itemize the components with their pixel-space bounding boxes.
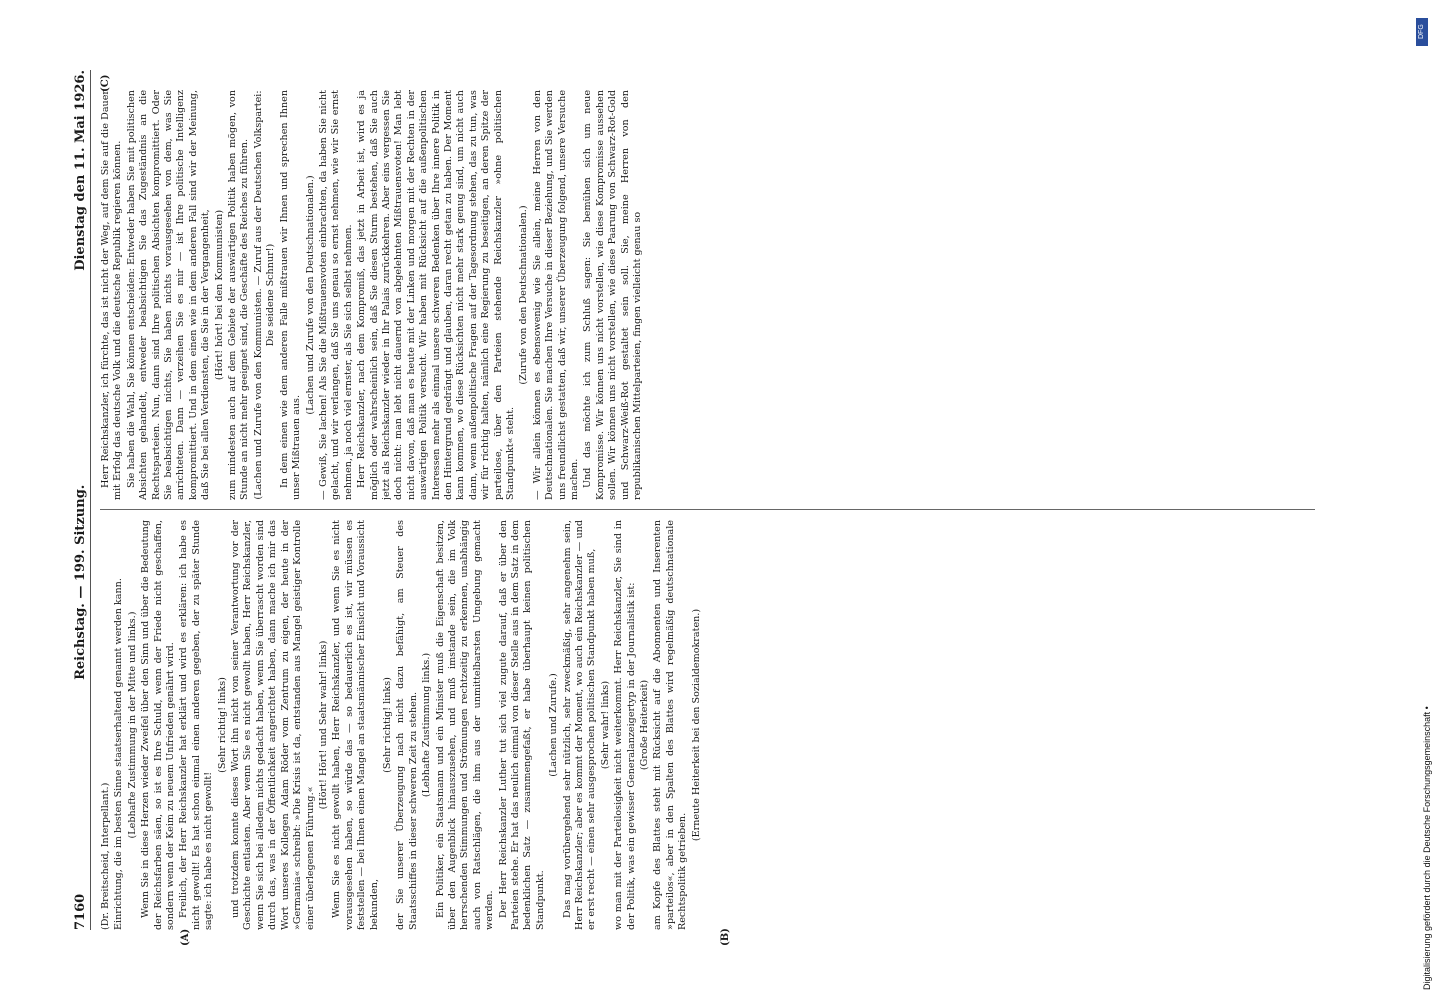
paragraph: wo man mit der Parteilosigkeit nicht weiterkommt. Herr Reichskanzler, Sie sind in der Politik, was ein gewisser Generalanzeigertyp in der Journalistik ist:: [613, 520, 637, 930]
paragraph: Wenn Sie in diese Herzen wieder Zweifel über den Sinn und über die Bedeutung der Reichsfarben säen, so ist es Ihre Schuld, wenn der Friede nicht geschaffen, sondern wenn der Keim zu neuem Unfrieden genährt wird.: [140, 520, 177, 930]
paragraph: der Sie unserer Überzeugung nach nicht dazu befähigt, am Steuer des Staatsschiffes in dieser schweren Zeit zu stehen.: [395, 520, 419, 930]
paragraph: Und das möchte ich zum Schluß sagen: Sie bemühen sich um neue Kompromisse. Wir können uns nicht vorstellen, wie diese Kompromisse aussehen sollen. Wir können uns nicht vorstellen, wie diese Paarung von Schwarz-Rot-Gold und Schwarz-Weiß-Rot gestaltet sein soll. Sie, meine Herren von den republikanischen Mittelparteien, fingen vielleicht genau so: [582, 90, 644, 500]
paragraph: Ein Politiker, ein Staatsmann und ein Minister muß die Eigenschaft besitzen, über den Augenblick hinauszusehen, und muß imstande sein, die im Volk herrschenden Stimmungen und Strömungen rechtzeitig zu erkennen, unabhängig auch von Ratschlägen, die ihm aus der unmittelbarsten Umgebung gemacht werden.: [434, 520, 496, 930]
paragraph: und trotzdem konnte dieses Wort ihn nicht von seiner Verantwortung vor der Geschichte entlasten. Aber wenn Sie es nicht gewollt haben, Herr Reichskanzler, wenn Sie sich bei alledem nichts gedacht haben, wenn Sie überrascht worden sind durch das, was in der Öffentlichkeit angerichtet haben, dann mache ich mir das Wort unseres Kollegen Adam Röder vom Zentrum zu eigen, der heute in der »Germania« schreibt: »Die Krisis ist da, entstanden aus Mangel geistiger Kontrolle einer überlegenen Führung.«: [230, 520, 316, 930]
interjection: (Lachen und Zurufe von den Deutschnationalen.): [304, 175, 316, 415]
paragraph: — Gewiß, Sie lachen! Als Sie die Mißtrauensvoten einbrachten, da haben Sie nicht gelacht, und wir verlangen, daß Sie uns genau so ernst nehmen, wie wir Sie ernst nehmen, ja noch viel ernster, als Sie sich selbst nehmen.: [317, 90, 354, 500]
interjection: (Lebhafte Zustimmung in der Mitte und links.): [126, 611, 138, 839]
interjection: (Erneute Heiterkeit bei den Sozialdemokraten.): [690, 608, 702, 842]
rotated-page-content: [60, 60, 1330, 946]
page-number: 7160: [73, 893, 88, 930]
interjection: (Zurufe von den Deutschnationalen.): [518, 205, 530, 385]
right-column: [100, 90, 1320, 500]
interjection: (Sehr wahr! links): [599, 680, 611, 770]
column-divider: [100, 509, 1315, 510]
paragraph: Der Herr Reichskanzler Luther tut sich viel zugute darauf, daß er über den Parteien stehe. Er hat das neulich einmal von dieser Stelle aus in dem Satz in dem bedenklichen Satz — zusammengefaßt, er habe überhaupt keinen politischen Standpunkt.: [497, 520, 546, 930]
paragraph: (Dr. Breitscheid, Interpellant.): [100, 782, 111, 930]
interjection: (Lebhafte Zustimmung links.): [421, 652, 433, 798]
dfg-logo: DFG: [1416, 18, 1428, 46]
interjection: (Sehr richtig! links): [216, 677, 228, 773]
margin-marker-a: (A): [180, 928, 191, 946]
paragraph: In dem einen wie dem anderen Falle mißtrauen wir Ihnen und sprechen Ihnen unser Mißtrauen aus.: [278, 90, 303, 500]
digitization-credit: Digitalisierung gefördert durch die Deutsche Forschungsgemeinschaft •: [1422, 706, 1432, 990]
interjection: (Sehr richtig! links): [381, 677, 393, 773]
digitization-credit-bar: [1418, 10, 1432, 990]
paragraph: am Kopfe des Blattes steht mit Rücksicht auf die Abonnenten und Inserenten »parteilos«, aber in den Spalten des Blattes wird regelmäßig deutschnationale Rechtspolitik getrieben.: [652, 520, 689, 930]
margin-marker-c: (C): [100, 74, 111, 92]
margin-marker-b: (B): [720, 928, 731, 946]
paragraph: Einrichtung, die im besten Sinne staatserhaltend genannt werden kann.: [113, 578, 125, 930]
interjection: (Hört! hört! bei den Kommunisten): [213, 209, 225, 381]
interjection: (Lachen und Zurufe.): [548, 673, 560, 777]
paragraph: Herr Reichskanzler, nach dem Kompromiß, das jetzt in Arbeit ist, wird es ja möglich oder wahrscheinlich sein, daß Sie diesen Sturm bestehen, daß Sie auch jetzt als Reichskanzler wieder in Ihr Palais zurückkehren. Aber eins vergessen Sie doch nicht: man lebt nicht dauernd von abgelehnten Mißtrauensvoten! Man lebt nicht davon, daß man es heute mit der Linken und morgen mit der Rechten in der auswärtigen Politik versucht. Wir haben mit Rücksicht auf die außenpolitischen Interessen mehr als einmal unsere schweren Bedenken über Ihre innere Politik in den Hintergrund gedrängt und glauben, daran recht getan zu haben. Der Moment kann kommen, wo diese Rücksichten nicht mehr stark genug sind, um nicht auch dann, wenn außenpolitische Fragen auf der Tagesordnung stehen, das zu tun, was wir für richtig halten, nämlich eine Regierung zu beseitigen, an deren Spitze der parteilose, über den Parteien stehende Reichskanzler »ohne politischen Standpunkt« steht.: [356, 90, 516, 500]
paragraph: Herr Reichskanzler, ich fürchte, das ist nicht der Weg, auf dem Sie auf die Dauer mit Erfolg das deutsche Volk und die deutsche Republik regieren können.: [100, 90, 124, 500]
paragraph: Sie haben die Wahl, Sie können entscheiden: Entweder haben Sie mit politischen Absichten gehandelt, entweder beabsichtigen Sie das Zugeständnis an die Rechtsparteien. Nun, dann sind Ihre politischen Absichten kompromittiert. Oder Sie beabsichtigen nichts, Sie haben nichts vorausgesehen von dem, was Sie anrichteten. Dann — verzeihen Sie es mir — ist Ihre politische Intelligenz kompromittiert. Und in dem einen wie in dem anderen Fall sind wir der Meinung, daß Sie bei allen Verdiensten, die Sie in der Vergangenheit,: [125, 90, 212, 500]
page-header: [60, 70, 91, 930]
paragraph: zum mindesten auch auf dem Gebiete der auswärtigen Politik haben mögen, von Stunde an nicht mehr geeignet sind, die Geschäfte des Reiches zu führen.: [227, 90, 251, 500]
interjection: (Hört! Hört! und Sehr wahr! links): [317, 640, 329, 810]
paragraph: — Wir allein können es ebensowenig wie Sie allein, meine Herren von den Deutschnationalen. Sie machen Ihre Versuche in dieser Beziehung, und Sie werden uns freundlichst gestatten, daß wir, unserer Überzeugung folgend, unsere Versuche machen.: [531, 90, 581, 500]
interjection: (Große Heiterkeit): [639, 679, 651, 771]
session-title: Reichstag. — 199. Sitzung.: [73, 484, 88, 680]
paragraph: Das mag vorübergehend sehr nützlich, sehr zweckmäßig, sehr angenehm sein, Herr Reichskanzler; aber es kommt der Moment, wo auch ein Reichskanzler — und er erst recht — einen sehr ausgesprochen politischen Standpunkt haben muß,: [561, 520, 598, 930]
scanned-page: [60, 60, 1420, 946]
session-date: Dienstag den 11. Mai 1926.: [73, 70, 88, 271]
paragraph: Freilich, der Herr Reichskanzler hat erklärt und wird es erklären: ich habe es nicht gewollt! Es hat schon einmal einen anderen gegeben, der zu später Stunde sagte: ich habe es nicht gewollt!: [178, 520, 215, 930]
left-column: [100, 520, 1320, 930]
paragraph: Wenn Sie es nicht gewollt haben, Herr Reichskanzler, und wenn Sie es nicht vorausgesehen haben, so würde das — so bedauerlich es ist, wir müssen es feststellen — bei Ihnen einen Mangel an staatsmännischer Einsicht und Voraussicht bekunden,: [331, 520, 380, 930]
interjection: (Lachen und Zurufe von den Kommunisten. — Zuruf aus der Deutschen Volkspartei: Die seidene Schnur!): [252, 90, 277, 500]
